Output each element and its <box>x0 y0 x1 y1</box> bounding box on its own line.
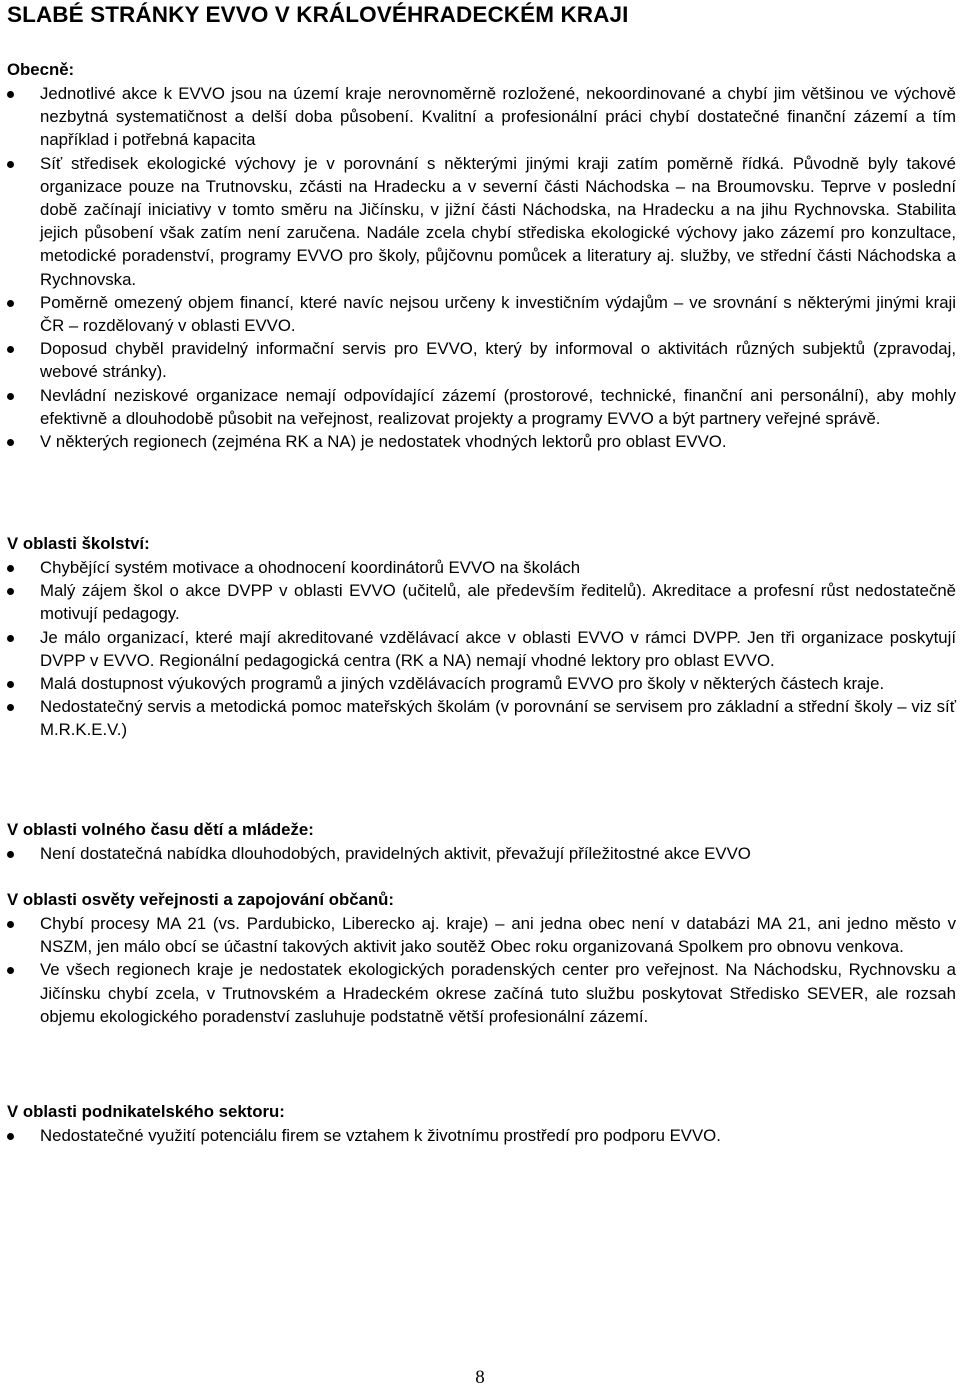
section-heading: Obecně: <box>7 60 75 79</box>
section-leisure <box>7 818 956 865</box>
bullet-icon <box>7 393 14 400</box>
bullet-icon <box>7 851 14 858</box>
list-item: Malá dostupnost výukových programů a jiných vzdělávacích programů EVVO pro školy v některých částech kraje. <box>7 672 956 695</box>
bullet-icon <box>7 300 14 307</box>
list-item: Jednotlivé akce k EVVO jsou na území kraje nerovnoměrně rozložené, nekoordinované a chybí jim většinou ve výchově nezbytná systematičnost a delší doba působení. Kvalitní a profesionální práci chybí dostatečné finanční zázemí a tím například i potřebná kapacita <box>7 82 956 152</box>
list-item: Poměrně omezený objem financí, které navíc nejsou určeny k investičním výdajům – ve srovnání s některými jinými kraji ČR – rozdělovaný v oblasti EVVO. <box>7 291 956 337</box>
section-schools <box>7 532 956 742</box>
section-heading: V oblasti podnikatelského sektoru: <box>7 1102 285 1121</box>
section-general <box>7 58 956 453</box>
list-item: Není dostatečná nabídka dlouhodobých, pravidelných aktivit, převažují příležitostné akce EVVO <box>7 842 956 865</box>
list-item: Chybí procesy MA 21 (vs. Pardubicko, Liberecko aj. kraje) – ani jedna obec není v databázi MA 21, ani jedno město v NSZM, jen málo obcí se účastní takových aktivit jako soutěž Obec roku organizovaná Spolkem pro obnovu venkova. <box>7 912 956 958</box>
bullet-icon <box>7 91 14 98</box>
bullet-icon <box>7 635 14 642</box>
list-item: Je málo organizací, které mají akreditované vzdělávací akce v oblasti EVVO v rámci DVPP. Jen tři organizace poskytují DVPP v EVVO. Regionální pedagogická centra (RK a NA) nemají vhodné lektory pro oblast EVVO. <box>7 626 956 672</box>
bullet-icon <box>7 161 14 168</box>
section-heading: V oblasti školství: <box>7 534 150 553</box>
bullet-icon <box>7 967 14 974</box>
list-item: Nedostatečné využití potenciálu firem se vztahem k životnímu prostředí pro podporu EVVO. <box>7 1124 956 1147</box>
bullet-icon <box>7 439 14 446</box>
section-heading: V oblasti osvěty veřejnosti a zapojování občanů: <box>7 890 395 909</box>
list-item: Chybějící systém motivace a ohodnocení koordinátorů EVVO na školách <box>7 556 956 579</box>
page-number: 8 <box>475 1367 485 1388</box>
list-item: Nedostatečný servis a metodická pomoc mateřských školám (v porovnání se servisem pro základní a střední školy – viz síť M.R.K.E.V.) <box>7 695 956 741</box>
list-item: V některých regionech (zejména RK a NA) je nedostatek vhodných lektorů pro oblast EVVO. <box>7 430 956 453</box>
bullet-icon <box>7 588 14 595</box>
section-heading: V oblasti volného času dětí a mládeže: <box>7 820 314 839</box>
bullet-icon <box>7 921 14 928</box>
section-public <box>7 888 956 1028</box>
page-title: SLABÉ STRÁNKY EVVO V KRÁLOVÉHRADECKÉM KRAJI <box>7 2 629 27</box>
list-item: Síť středisek ekologické výchovy je v porovnání s některými jinými kraji zatím poměrně řídká. Původně byly takové organizace pouze na Trutnovsku, zčásti na Hradecku a v severní části Náchodska – na Broumovsku. Teprve v poslední době začínají iniciativy v tomto směru na Jičínsku, v jižní části Náchodska, na Hradecku a na jihu Rychnovska. Stabilita jejich působení však zatím není zaručena. Nadále zcela chybí střediska ekologické výchovy jako zázemí pro konzultace, metodické poradenství, programy EVVO pro školy, půjčovnu pomůcek a literatury aj. služby, ve střední části Náchodska a Rychnovska. <box>7 152 956 291</box>
bullet-icon <box>7 681 14 688</box>
bullet-icon <box>7 346 14 353</box>
list-item: Ve všech regionech kraje je nedostatek ekologických poradenských center pro veřejnost. Na Náchodsku, Rychnovsku a Jičínsku chybí zcela, v Trutnovském a Hradeckém okrese začíná tuto službu poskytovat Středisko SEVER, ale rozsah objemu ekologického poradenství zasluhuje podstatně větší profesionální zázemí. <box>7 958 956 1028</box>
bullet-icon <box>7 565 14 572</box>
list-item: Malý zájem škol o akce DVPP v oblasti EVVO (učitelů, ale především ředitelů). Akreditace a profesní růst nedostatečně motivují pedagogy. <box>7 579 956 625</box>
list-item: Nevládní neziskové organizace nemají odpovídající zázemí (prostorové, technické, finanční ani personální), aby mohly efektivně a dlouhodobě působit na veřejnost, realizovat projekty a programy EVVO a být partnery veřejné správě. <box>7 384 956 430</box>
list-item: Doposud chyběl pravidelný informační servis pro EVVO, který by informoval o aktivitách různých subjektů (zpravodaj, webové stránky). <box>7 337 956 383</box>
bullet-icon <box>7 704 14 711</box>
bullet-icon <box>7 1133 14 1140</box>
section-business <box>7 1100 956 1147</box>
